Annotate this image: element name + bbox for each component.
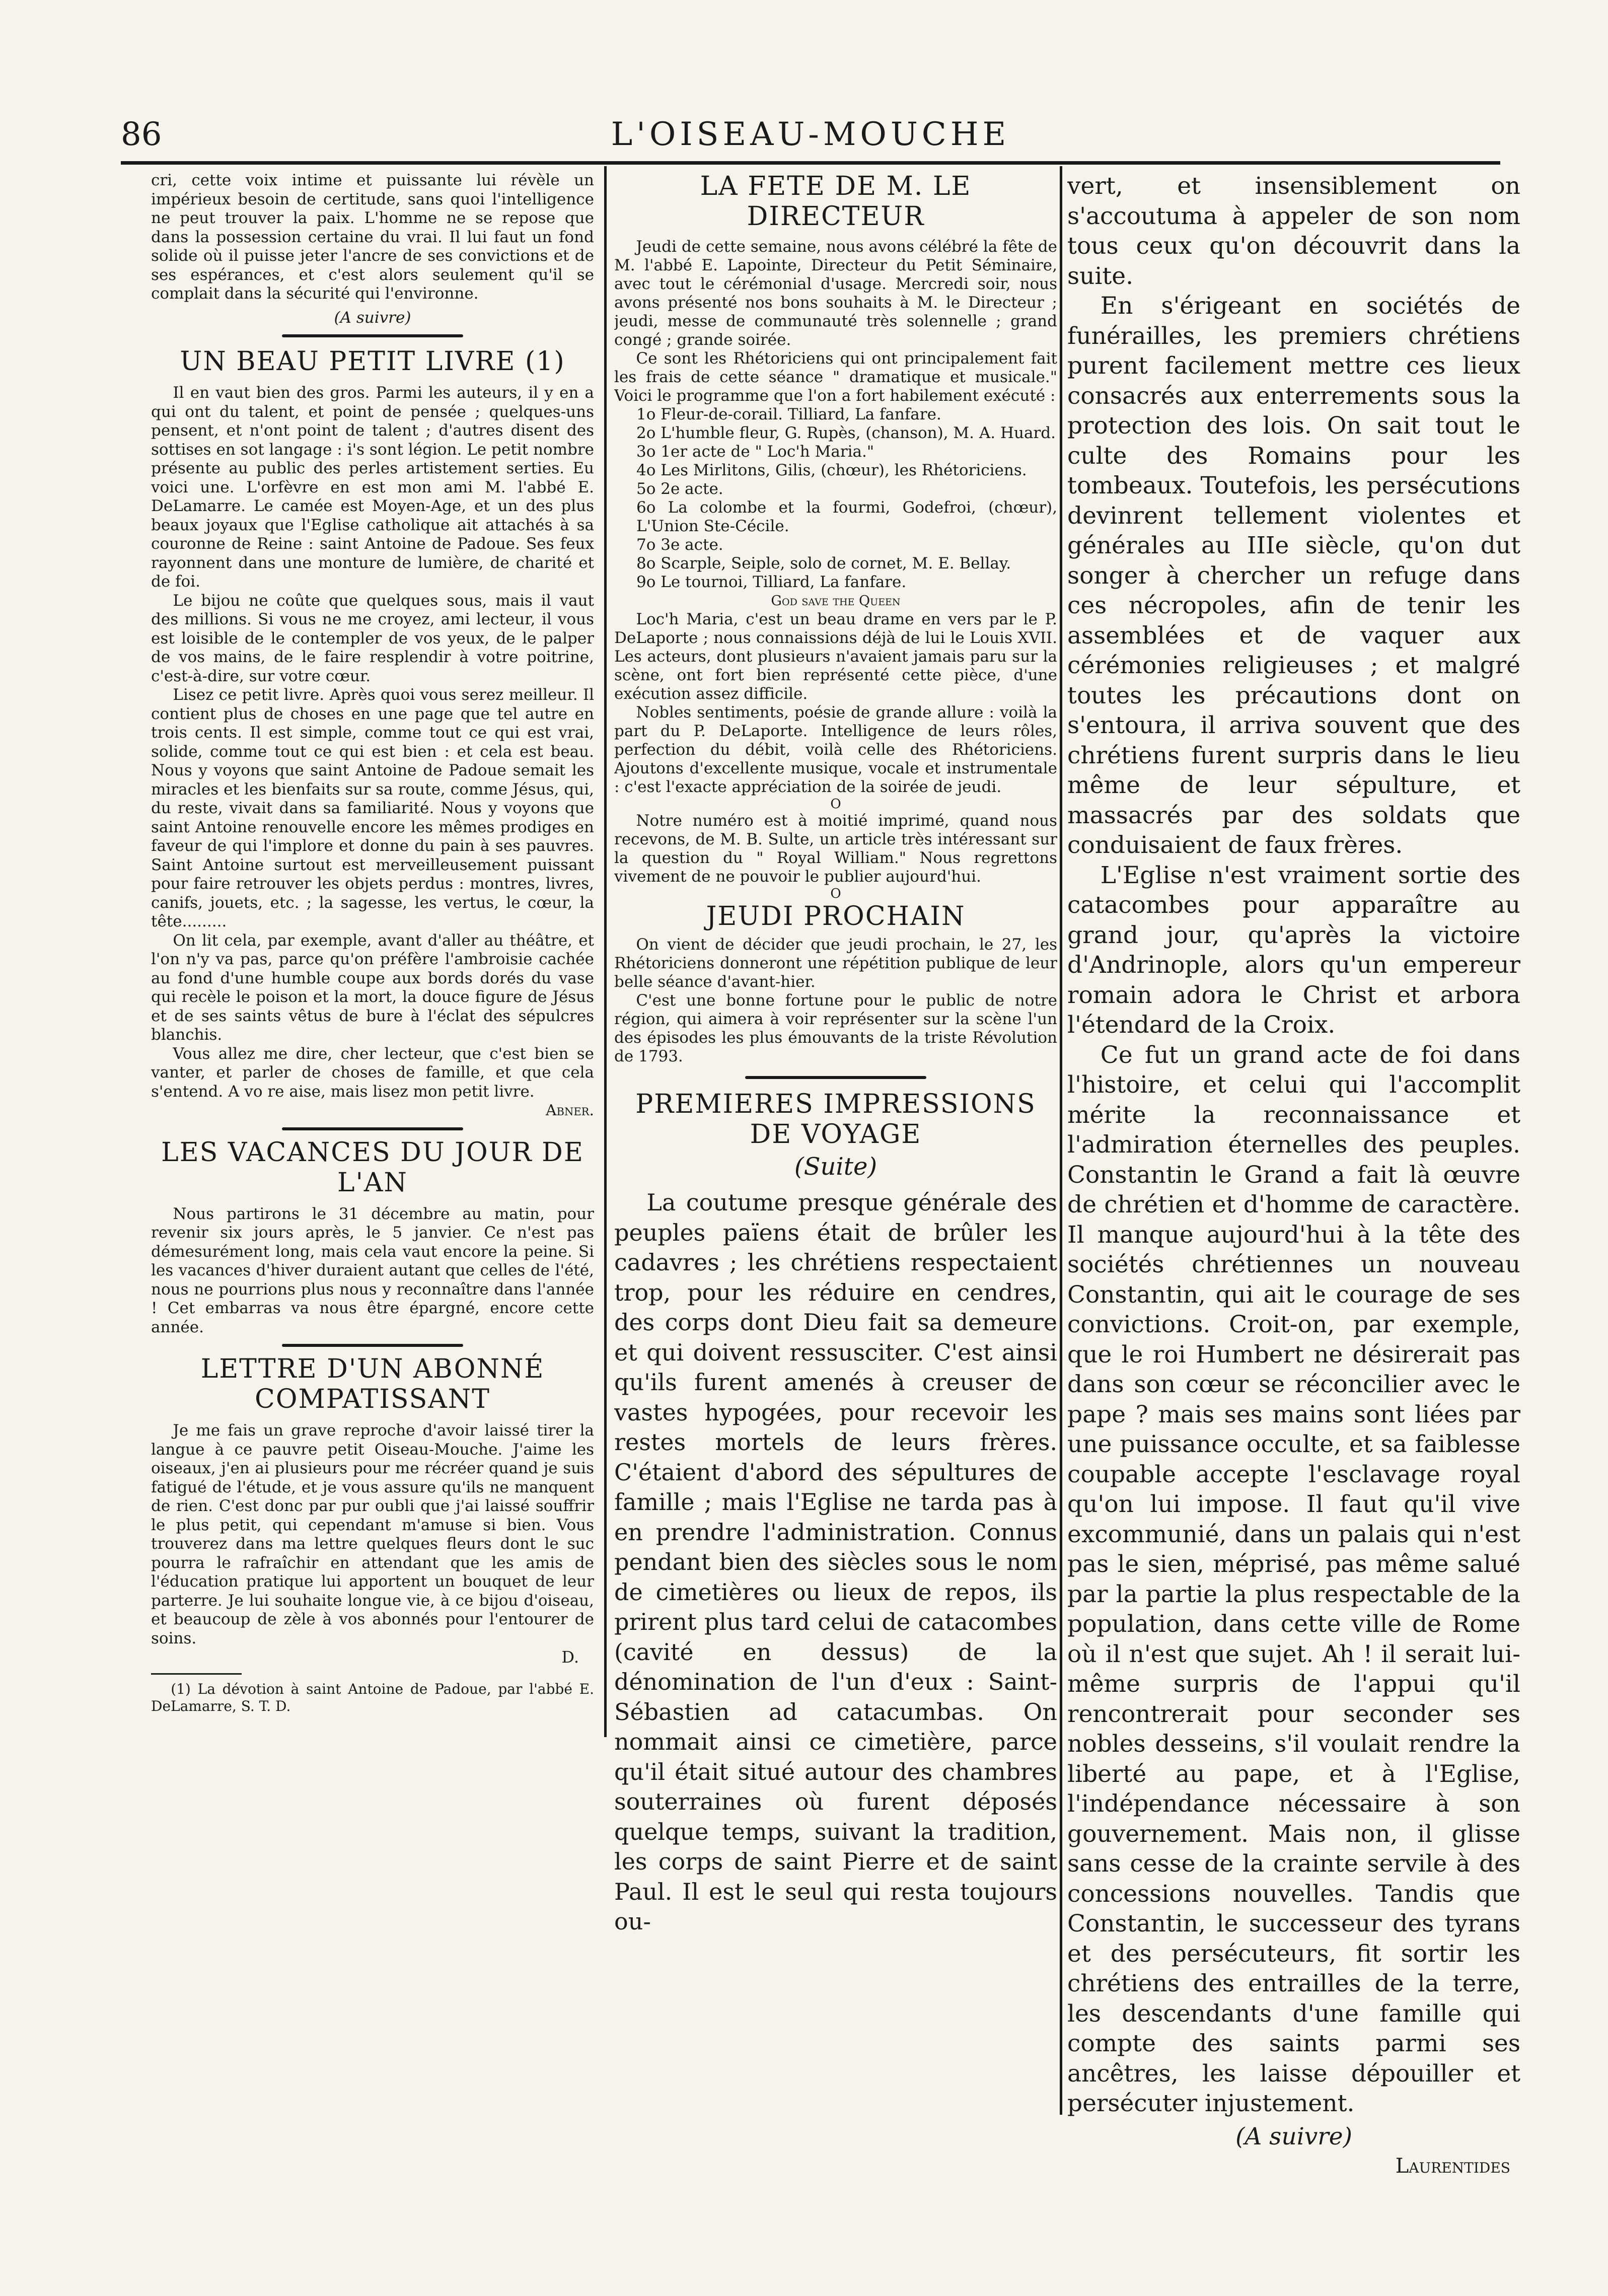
column-right [1067, 171, 1520, 2185]
program-list [614, 405, 1057, 592]
livre-paragraph-1: Il en vaut bien des gros. Parmi les auteurs, il y en a qui ont du talent, et point de pensée ; quelques-uns pensent, et n'ont point de talent ; d'autres disent des sottises en sot langage : i's sont légion. Le petit nombre présente au public des perles artistement serties. Eu voici une. L'orfèvre en est mon ami M. l'abbé E. DeLamarre. Le camée est Moyen-Age, et un des plus beaux joyaux que l'Eglise catholique ait attachés à sa couronne de Reine : saint Antoine de Padoue. Ses feux rayonnent dans une monture de lumière, de charité et de foi. [151, 384, 594, 591]
livre-signature: Abner. [545, 1102, 594, 1119]
program-item: 3o 1er acte de " Loc'h Maria." [636, 443, 874, 461]
separator [282, 1344, 463, 1347]
fete-paragraph-2: Ce sont les Rhétoriciens qui ont principalement fait les frais de cette séance " dramatique et musicale." Voici le programme que l'on a fort habilement exécuté : [614, 349, 1057, 405]
program-item: 7o 3e acte. [636, 536, 723, 554]
article-title-jeudi: JEUDI PROCHAIN [706, 901, 966, 931]
article-title-fete: LA FETE DE M. LE DIRECTEUR [700, 171, 972, 232]
fete-paragraph-4: Nobles sentiments, poésie de grande allure : voilà la part du P. DeLaporte. Intelligence de leurs rôles, perfection du débit, voilà celle des Rhétoriciens. Ajoutons d'excellente musique, vocale et instrumentale : c'est l'exacte appréciation de la soirée de jeudi. [614, 703, 1057, 796]
fete-paragraph-1: Jeudi de cette semaine, nous avons célébré la fête de M. l'abbé E. Lapointe, Directeur du Petit Séminaire, avec tout le cérémonial d'usage. Mercredi soir, nous avons présenté nos bons souhaits à M. le Directeur ; jeudi, messe de communauté très solennelle ; grand congé ; grande soirée. [614, 238, 1057, 349]
lettre-paragraph: Je me fais un grave reproche d'avoir laissé tirer la langue à ce pauvre petit Oiseau-Mouche. J'aime les oiseaux, j'en ai plusieurs pour me récréer quand je suis fatigué de l'étude, et je vous assure qu'ils ne manquent de rien. C'est donc par pur oubli que j'ai laissé souffrir le plus petit, qui cependant m'amuse si bien. Vous trouverez dans ma lettre quelques fleurs dont le suc pourra le rafraîchir en attendant que les amis de l'éducation pratique lui apportent un bouquet de leur parterre. Je lui souhaite longue vie, à ce bijou d'oiseau, et beaucoup de zèle à vos abonnés pour l'entourer de soins. [151, 1421, 594, 1647]
article-title-voyage: PREMIERES IMPRESSIONS DE VOYAGE [635, 1089, 1036, 1150]
program-item: 6o La colombe et la fourmi, Godefroi, (chœur), L'Union Ste-Cécile. [636, 498, 1057, 535]
livre-paragraph-2: Le bijou ne coûte que quelques sous, mais il vaut des millions. Si vous ne me croyez, ami lecteur, il vous est loisible de le contempler de vos yeux, de le palper de vos mains, de le faire resplendir à votre poitrine, c'est-à-dire, sur votre cœur. [151, 591, 594, 685]
program-item: 4o Les Mirlitons, Gilis, (chœur), les Rhétoriciens. [636, 461, 1027, 479]
voyage-paragraph-2: En s'érigeant en sociétés de funérailles, les premiers chrétiens purent facilement mettre ces lieux consacrés aux enterrements sous la protection des lois. On sait tout le culte des Romains pour les tombeaux. Toutefois, les persécutions devinrent tellement violentes et générales au IIIe siècle, qu'on dut songer à chercher un refuge dans ces nécropoles, afin de tenir les assemblées et de vaquer aux cérémonies religieuses ; et malgré toutes les précautions dont on s'entoura, il arriva souvent que des chrétiens furent surpris dans le lieu même de leur sépulture, et massacrés par des soldats que conduisaient de faux frères. [1067, 292, 1520, 859]
jeudi-paragraph-2: C'est une bonne fortune pour le public de notre région, qui aimera à voir représenter sur la scène l'un des épisodes les plus émouvants de la triste Révolution de 1793. [614, 991, 1057, 1065]
voyage-continue: (A suivre) [1235, 2122, 1352, 2150]
voyage-paragraph-4: Ce fut un grand acte de foi dans l'histoire, et celui qui l'accomplit mérite la reconnaissance et l'admiration éternelles des peuples. Constantin le Grand a fait là œuvre de chrétien et d'homme de caractère. Il manque aujourd'hui à la tête des sociétés chrétiennes un nouveau Constantin, qui ait le courage de ses convictions. Croit-on, par exemple, que le roi Humbert ne désirerait pas dans son cœur se réconcilier avec le pape ? mais ses mains sont liées par une puissance occulte, et sa faiblesse coupable accepte l'esclavage royal qu'on lui impose. Il faut qu'il vive excommunié, dans un palais qui n'est pas le sien, méprisé, pas même salué par la partie la plus respectable de la population, dans cette ville de Rome où il n'est que sujet. Ah ! il serait lui-même surpris de l'appui qu'il rencontrerait pour seconder ses nobles desseins, s'il voulait rendre la liberté au pape, et à l'Eglise, l'indépendance nécessaire à son gouvernement. Mais non, il glisse sans cesse de la crainte servile à des concessions nouvelles. Tandis que Constantin, le successeur des tyrans et des persécuteurs, fit sortir les chrétiens des entrailles de la terre, les descendants d'une famille qui compte des saints parmi ses ancêtres, les laisse dépouiller et persécuter injustement. [1067, 1041, 1520, 2117]
program-item: 1o Fleur-de-corail. Tilliard, La fanfare. [636, 405, 941, 423]
voyage-paragraph-3: L'Eglise n'est vraiment sortie des catacombes pour apparaître au grand jour, qu'après la victoire d'Andrinople, alors qu'un empereur romain adora le Christ et arbora l'étendard de la Croix. [1067, 861, 1520, 1039]
separator [282, 1127, 463, 1130]
article-title-livre: UN BEAU PETIT LIVRE (1) [180, 346, 565, 377]
page-number: 86 [121, 116, 162, 153]
article-title-lettre: LETTRE D'UN ABONNÉ COMPATISSANT [200, 1354, 545, 1414]
footnote-rule [151, 1673, 242, 1675]
program-item: 9o Le tournoi, Tilliard, La fanfare. [636, 573, 907, 591]
voyage-paragraph: La coutume presque générale des peuples païens était de brûler les cadavres ; les chrétiens respectaient trop, pour les réduire en cendres, des corps dont Dieu fait sa demeure et qui doivent ressusciter. C'est ainsi qu'ils furent amenés à creuser de vastes hypogées, pour recevoir les restes mortels de leurs frères. C'étaient d'abord des sépultures de famille ; mais l'Eglise ne tarda pas à en prendre l'administration. Connus pendant bien des siècles sous le nom de cimetières ou lieux de repos, ils prirent plus tard celui de catacombes (cavité en dessus) de la dénomination de l'un d'eux : Saint-Sébastien ad catacumbas. On nommait ainsi ce cimetière, parce qu'il était situé autour des chambres souterraines où furent déposés quelque temps, suivant la tradition, les corps de saint Pierre et de saint Paul. Il est le seul qui resta toujours ou- [614, 1189, 1057, 1935]
voyage-paragraph-cont: vert, et insensiblement on s'accoutuma à appeler de son nom tous ceux qu'on découvrit dans la suite. [1067, 172, 1520, 290]
livre-paragraph-5: Vous allez me dire, cher lecteur, que c'est bien se vanter, et parler de choses de famille, et que cela s'entend. A vo re aise, mais lisez mon petit livre. [151, 1044, 594, 1101]
program-item: 5o 2e acte. [636, 480, 723, 498]
article-title-vacances: LES VACANCES DU JOUR DE L'AN [161, 1137, 584, 1198]
separator [745, 1076, 926, 1079]
page-header [121, 116, 1500, 165]
column-rule-left [604, 166, 607, 1737]
voyage-suite: (Suite) [794, 1153, 878, 1181]
journal-title: L'OISEAU-MOUCHE [611, 116, 1010, 153]
column-left [151, 171, 594, 2185]
numero-paragraph: Notre numéro est à moitié imprimé, quand nous recevons, de M. B. Sulte, un article très intéressant sur la question du " Royal William." Nous regrettons vivement de ne pouvoir le publier aujourd'hui. [614, 812, 1057, 886]
footnote: (1) La dévotion à saint Antoine de Padoue, par l'abbé E. DeLamarre, S. T. D. [151, 1680, 594, 1714]
vacances-paragraph: Nous partirons le 31 décembre au matin, pour revenir six jours après, le 5 janvier. Ce n'est pas démesurément long, mais cela vaut encore la peine. Si les vacances d'hiver duraient autant que celles de l'été, nous ne pourrions plus nous y reconnaître dans l'année ! Cet embarras va nous être épargné, encore cette année. [151, 1204, 594, 1336]
separator [282, 334, 463, 337]
section-mark: O [830, 797, 841, 812]
jeudi-paragraph-1: On vient de décider que jeudi prochain, le 27, les Rhétoriciens donneront une répétition publique de leur belle séance d'avant-hier. [614, 936, 1057, 991]
intro-paragraph: cri, cette voix intime et puissante lui révèle un impérieux besoin de certitude, sans quoi l'intelligence ne peut trouver la paix. L'homme ne se repose que dans la possession certaine du vrai. Il lui faut un fond solide où il puisse jeter l'ancre de ses convictions et de ses espérances, et c'est alors seulement qu'il se complait dans la sécurité qui l'environne. [151, 171, 594, 303]
column-center [614, 171, 1057, 2175]
livre-paragraph-4: On lit cela, par exemple, avant d'aller au théâtre, et l'on n'y va pas, parce qu'on préfère l'ambroisie cachée au fond d'une humble coupe aux bords dorés du vase qui recèle le poison et la mort, la douce figure de Jésus et de ses saints vêtus de bure à l'éclat des sépulcres blanchis. [151, 931, 594, 1044]
lettre-signature: D. [561, 1647, 579, 1667]
fete-paragraph-3: Loc'h Maria, c'est un beau drame en vers par le P. DeLaporte ; nous connaissions déjà de lui le Louis XVII. Les acteurs, dont plusieurs n'avaient jamais paru sur la scène, ont fort bien représenté cette pièce, d'une exécution assez difficile. [614, 610, 1057, 703]
program-item: 2o L'humble fleur, G. Rupès, (chanson), M. A. Huard. [636, 424, 1056, 442]
god-save-the-queen: God save the Queen [771, 593, 901, 609]
voyage-signature: Laurentides [1395, 2155, 1510, 2178]
livre-paragraph-3: Lisez ce petit livre. Après quoi vous serez meilleur. Il contient plus de choses en une page que tel autre en trois cents. Il est simple, comme tout ce qui est vrai, solide, comme tout ce qui est bien : et cela est beau. Nous y voyons que saint Antoine de Padoue semait les miracles et les bienfaits sur sa route, comme Jésus, qui, du reste, vivait dans sa familiarité. Nous y voyons que saint Antoine renouvelle encore les mêmes prodiges en faveur de qui l'implore et donne du pain à ses pauvres. Saint Antoine surtout est merveilleusement puissant pour faire retrouver les objets perdus : montres, livres, canifs, jouets, etc. ; la sagesse, les vertus, le cœur, la tête......... [151, 686, 594, 930]
intro-continue: (A suivre) [334, 308, 411, 327]
program-item: 8o Scarple, Seiple, solo de cornet, M. E. Bellay. [636, 554, 1011, 572]
column-rule-right [1060, 166, 1062, 2115]
section-mark: O [830, 886, 841, 901]
